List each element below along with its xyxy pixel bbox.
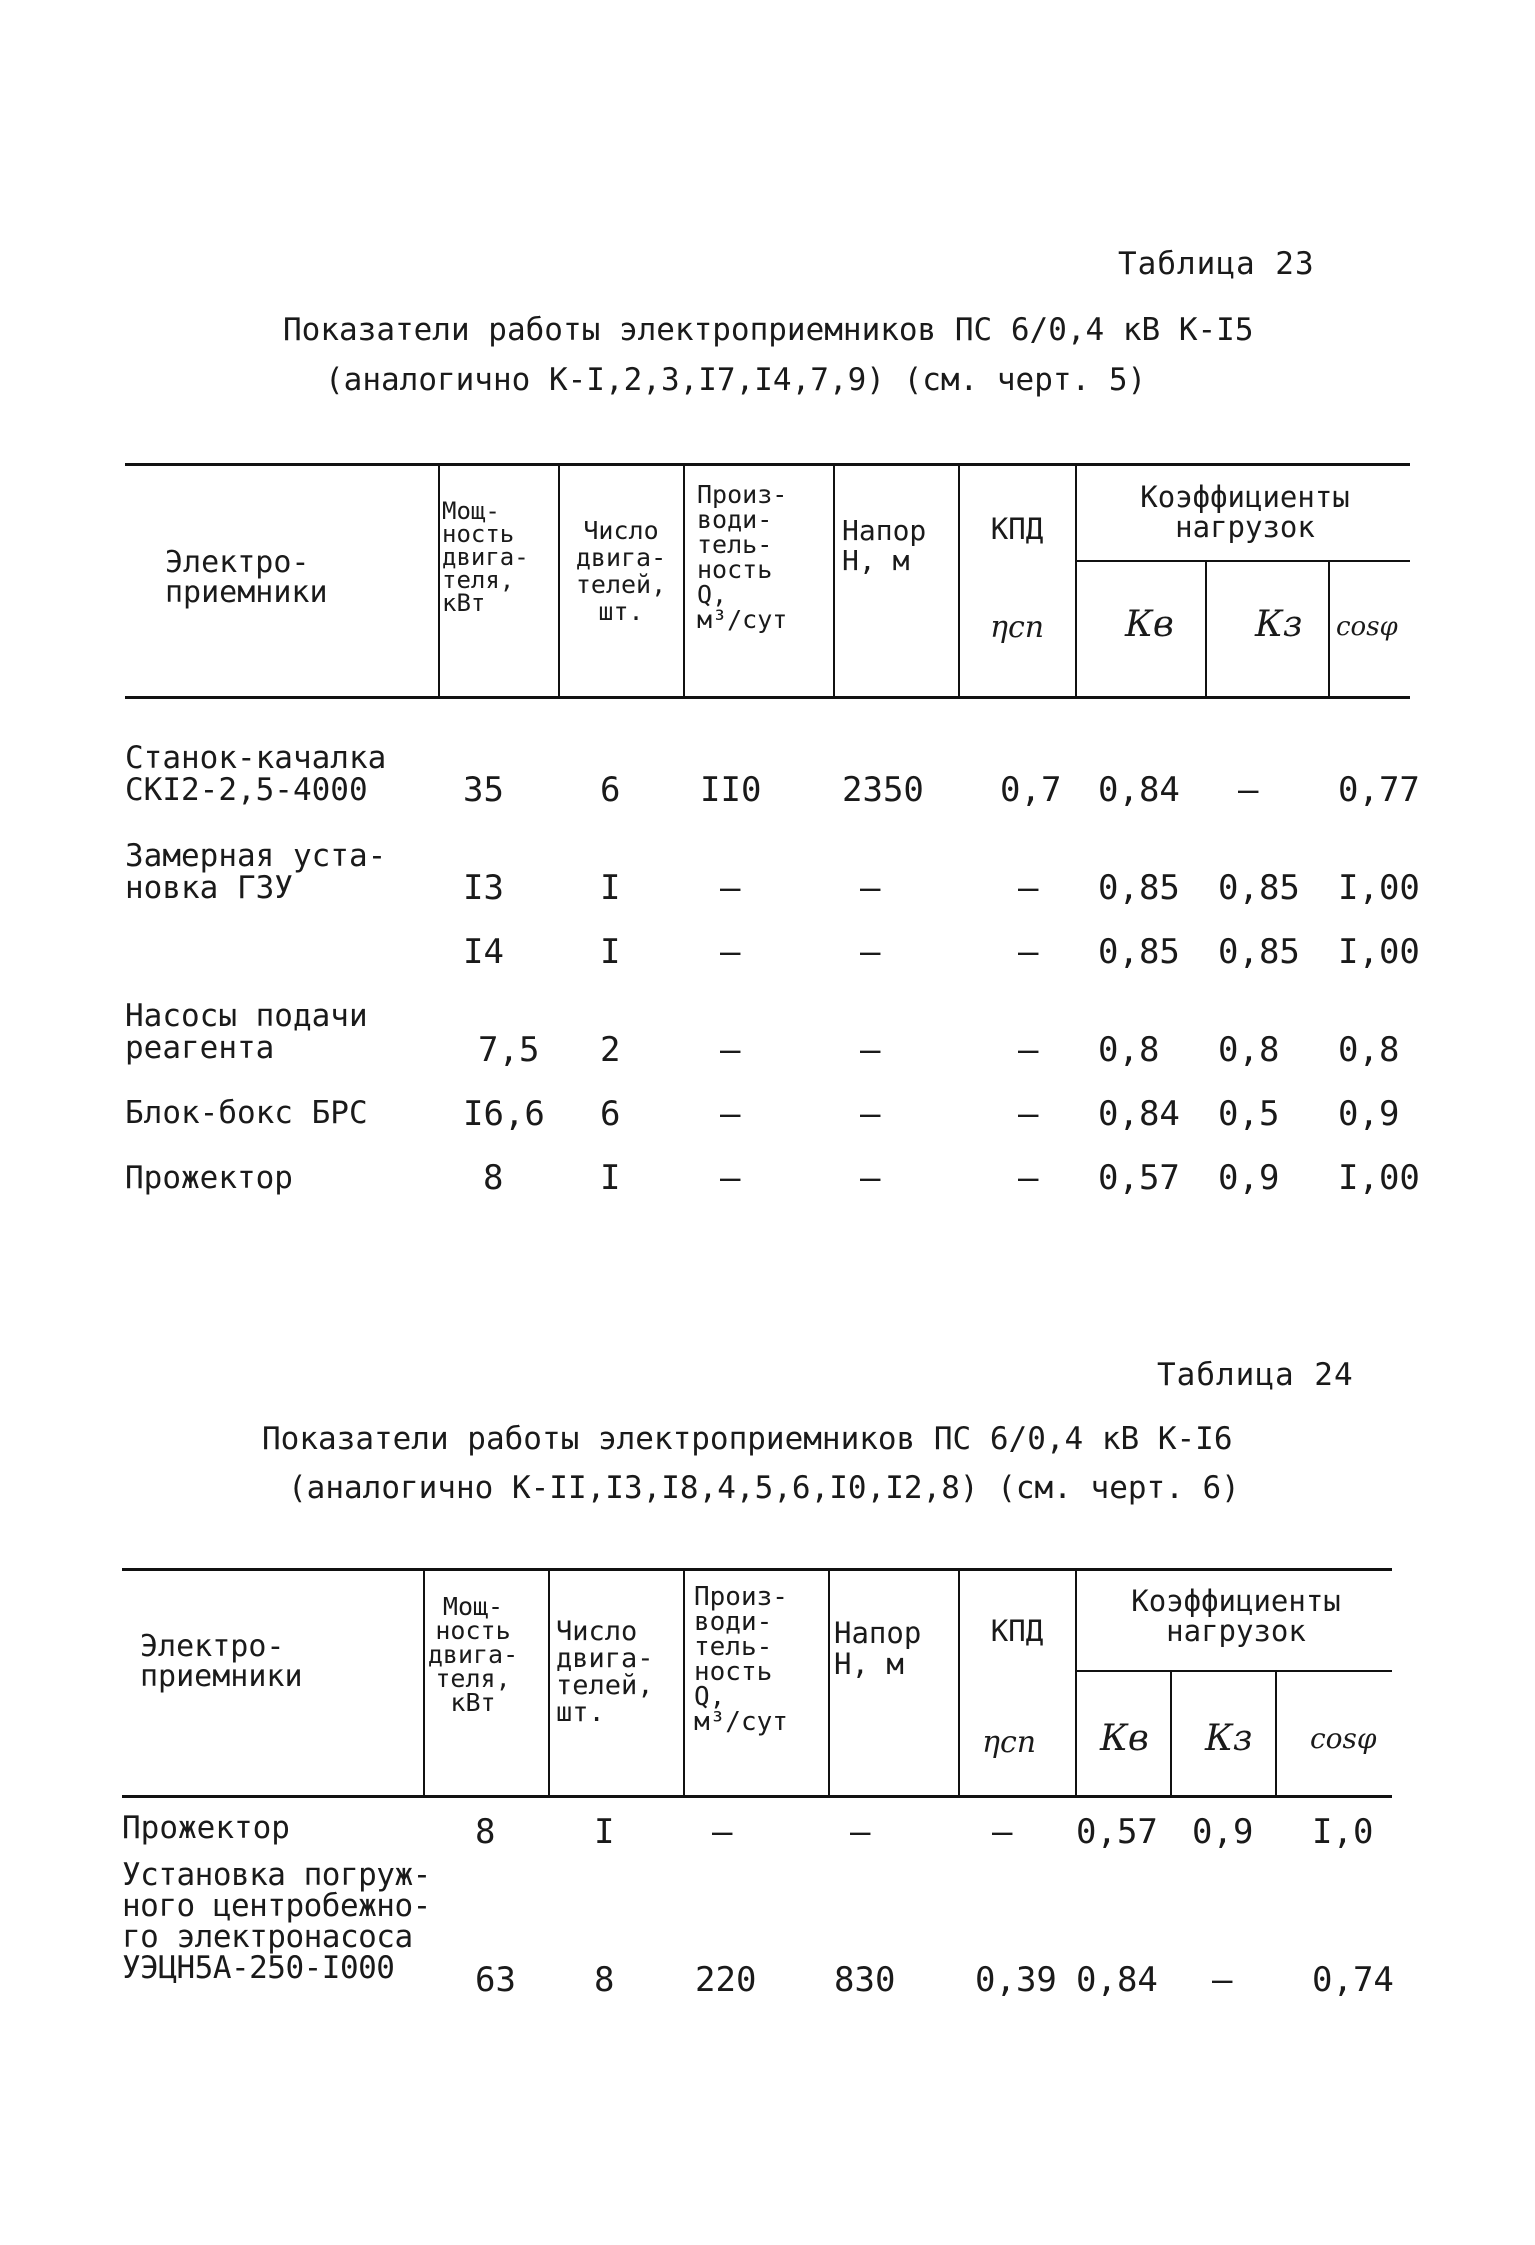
cell-kv: 0,57 [1098, 1158, 1180, 1198]
cell-efficiency: 0,39 [975, 1960, 1057, 2000]
table24-header-receivers: Электро- приемники [140, 1629, 303, 1694]
cell-kz: – [1238, 770, 1259, 810]
cell-power: I4 [463, 932, 504, 972]
cell-head: – [860, 1158, 881, 1198]
cell-kz: 0,85 [1218, 932, 1300, 972]
cell-count: 6 [600, 770, 621, 810]
table23-header-cos: cosφ [1336, 612, 1398, 642]
table24-title-line1: Показатели работы электроприемников ПС 6/0,4 кВ К-I6 [262, 1421, 1233, 1457]
cell-efficiency: – [1018, 1030, 1039, 1070]
table23-header-efficiency: КПД [990, 512, 1044, 546]
cell-kv: 0,85 [1098, 932, 1180, 972]
row-name: Замерная уста- новка ГЗУ [125, 838, 387, 906]
cell-power: 8 [475, 1812, 496, 1852]
row-name: Прожектор [122, 1810, 290, 1846]
cell-efficiency: – [1018, 1094, 1039, 1134]
cell-kv: 0,57 [1076, 1812, 1158, 1852]
table23-header-kv: Кв [1125, 604, 1174, 645]
table23-title-line1: Показатели работы электроприемников ПС 6/0,4 кВ К-I5 [283, 312, 1254, 348]
table24-title-line2: (аналогично К-II,I3,I8,4,5,6,I0,I2,8) (см. черт. 6) [288, 1470, 1240, 1506]
cell-count: I [600, 868, 621, 908]
row-name: Блок-бокс БРС [125, 1095, 368, 1131]
cell-head: 830 [834, 1960, 896, 2000]
cell-cos: 0,8 [1338, 1030, 1400, 1070]
row-name: Насосы подачи реагента [125, 998, 368, 1066]
cell-cos: I,00 [1338, 1158, 1420, 1198]
table24-header-head: Напор Н, м [834, 1616, 922, 1681]
table24-header-kz: Кз [1205, 1718, 1253, 1759]
cell-kz: 0,8 [1218, 1030, 1280, 1070]
cell-power: I3 [463, 868, 504, 908]
table24-header-coefficients: Коэффициенты нагрузок [1131, 1584, 1341, 1648]
cell-cos: I,00 [1338, 932, 1420, 972]
row-name: Прожектор [125, 1160, 293, 1196]
cell-efficiency: – [1018, 1158, 1039, 1198]
cell-head: – [860, 1030, 881, 1070]
table23-header-head: Напор Н, м [842, 514, 927, 577]
cell-cos: 0,74 [1312, 1960, 1394, 2000]
cell-productivity: 220 [695, 1960, 757, 2000]
cell-head: – [860, 868, 881, 908]
table24-header-kv: Кв [1100, 1718, 1149, 1759]
cell-productivity: – [720, 932, 741, 972]
cell-kv: 0,8 [1098, 1030, 1160, 1070]
cell-productivity: – [720, 1158, 741, 1198]
cell-power: 63 [475, 1960, 516, 2000]
cell-kz: 0,9 [1192, 1812, 1254, 1852]
table23-header-receivers: Электро- приемники [165, 545, 328, 610]
cell-count: I [594, 1812, 615, 1852]
cell-count: 2 [600, 1030, 621, 1070]
cell-head: 2350 [842, 770, 924, 810]
cell-efficiency: – [992, 1812, 1013, 1852]
cell-count: 8 [594, 1960, 615, 2000]
cell-productivity: – [720, 868, 741, 908]
table24-header-efficiency: КПД [990, 1614, 1044, 1648]
table24-header-count: Число двига- телей, шт. [556, 1616, 654, 1728]
cell-kv: 0,84 [1098, 1094, 1180, 1134]
cell-count: 6 [600, 1094, 621, 1134]
table24-efficiency-symbol: ηсп [982, 1725, 1037, 1760]
table24-number: Таблица 24 [1157, 1357, 1354, 1393]
cell-cos: I,00 [1338, 868, 1420, 908]
cell-kv: 0,84 [1076, 1960, 1158, 2000]
cell-kz: 0,5 [1218, 1094, 1280, 1134]
cell-efficiency: 0,7 [1000, 770, 1062, 810]
row-name: Установка погруж- ного центробежно- го электронасоса УЭЦН5А-250-I000 [122, 1857, 431, 1986]
cell-power: 35 [463, 770, 504, 810]
cell-kz: 0,85 [1218, 868, 1300, 908]
table23-efficiency-symbol: ηсп [990, 610, 1045, 645]
cell-cos: 0,9 [1338, 1094, 1400, 1134]
cell-efficiency: – [1018, 868, 1039, 908]
cell-head: – [860, 1094, 881, 1134]
cell-productivity: – [720, 1094, 741, 1134]
table23-header-coefficients: Коэффициенты нагрузок [1140, 480, 1350, 544]
table23-title-line2: (аналогично К-I,2,3,I7,I4,7,9) (см. черт. 5) [325, 362, 1147, 398]
cell-head: – [850, 1812, 871, 1852]
row-name: Станок-качалка СКI2-2,5-4000 [125, 740, 387, 808]
table23-header-power: Мощ- ность двига- теля, кВт [442, 497, 529, 617]
cell-power: 8 [483, 1158, 504, 1198]
cell-count: I [600, 932, 621, 972]
cell-head: – [860, 932, 881, 972]
cell-kz: – [1212, 1960, 1233, 2000]
cell-efficiency: – [1018, 932, 1039, 972]
cell-cos: 0,77 [1338, 770, 1420, 810]
cell-kz: 0,9 [1218, 1158, 1280, 1198]
cell-power: I6,6 [463, 1094, 545, 1134]
cell-cos: I,0 [1312, 1812, 1374, 1852]
table24-header-power: Мощ- ность двига- теля, кВт [427, 1592, 519, 1717]
cell-power: 7,5 [478, 1030, 540, 1070]
cell-productivity: – [712, 1812, 733, 1852]
table23-number: Таблица 23 [1118, 246, 1315, 282]
cell-productivity: – [720, 1030, 741, 1070]
cell-count: I [600, 1158, 621, 1198]
table23-header-kz: Кз [1255, 604, 1303, 645]
cell-productivity: II0 [700, 770, 762, 810]
cell-kv: 0,84 [1098, 770, 1180, 810]
table23-header-count: Число двига- телей, шт. [575, 516, 667, 626]
table24-header-cos: cosφ [1310, 1722, 1377, 1755]
table24-header-productivity: Произ- води- тель- ность Q, м³/сут [694, 1582, 788, 1737]
table23-header-productivity: Произ- води- тель- ность Q, м³/сут [697, 480, 788, 634]
cell-kv: 0,85 [1098, 868, 1180, 908]
